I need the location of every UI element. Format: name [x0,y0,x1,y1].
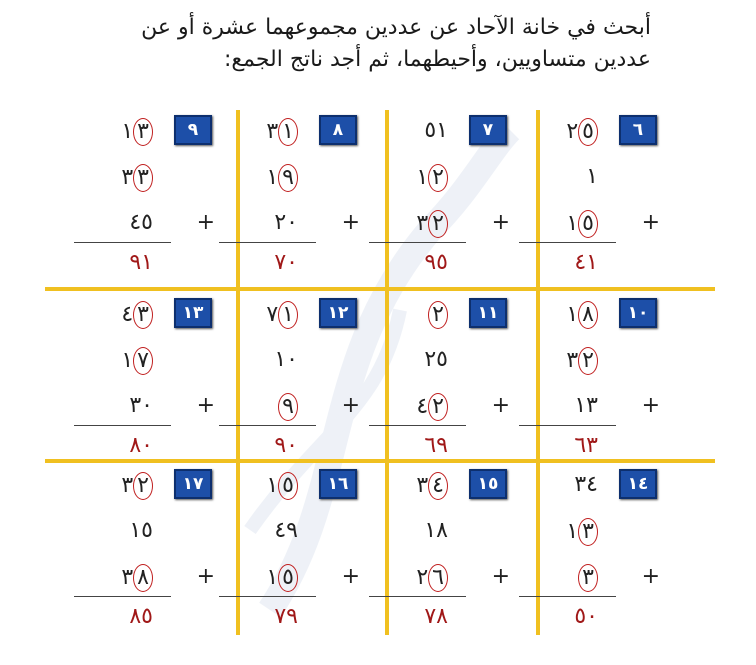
addend: ٢٠ [274,210,298,235]
plus-sign: + [341,393,360,418]
exercise-number-badge: ٨ [319,115,357,145]
plus-sign: + [196,210,215,235]
circled-ones-digit: ٧ [133,347,153,375]
addend: ٧ ١ [266,301,298,329]
exercise-cell [215,112,360,277]
addend: ١ ٥ [266,564,298,592]
exercise-cell [515,466,660,631]
plus-sign: + [491,393,510,418]
circled-ones-digit: ٢ [428,393,448,421]
exercise-number-badge: ٧ [469,115,507,145]
addend: ١ [586,164,598,189]
addend: ٤٩ [274,518,298,543]
addend: ٣ ٨ [121,564,153,592]
circled-ones-digit: ٨ [578,301,598,329]
circled-ones-digit: ٢ [428,210,448,238]
exercise-cell [365,295,510,460]
sum-line [519,596,616,597]
exercise-cell [215,466,360,631]
exercise-number-badge: ١٢ [319,298,357,328]
circled-ones-digit: ٣ [578,518,598,546]
exercise-cell [70,112,215,277]
addend: ٣ ٤ [416,472,448,500]
plus-sign: + [641,393,660,418]
exercise-cell [215,295,360,460]
plus-sign: + [641,564,660,589]
exercise-number-badge: ١٥ [469,469,507,499]
addend [278,393,298,421]
circled-ones-digit: ٣ [133,118,153,146]
sum-line [219,425,316,426]
exercise-number-badge: ١٧ [174,469,212,499]
plus-sign: + [491,210,510,235]
addend: ٣٤ [574,472,598,497]
circled-ones-digit: ٨ [133,564,153,592]
sum-result: ٥٠ [574,604,598,629]
exercise-number-badge: ٦ [619,115,657,145]
circled-ones-digit: ٢ [578,347,598,375]
addend: ٣ ٣ [121,164,153,192]
circled-ones-digit: ٤ [428,472,448,500]
circled-ones-digit: ٩ [278,393,298,421]
circled-ones-digit: ١ [278,301,298,329]
exercise-cell [365,466,510,631]
sum-line [219,596,316,597]
exercise-number-badge: ١٣ [174,298,212,328]
instruction-text: أبحث في خانة الآحاد عن عددين مجموعهما عشرة أو عن عددين متساويين، وأحيطهما، ثم أجد ناتج الجمع: [141,15,651,72]
sum-result: ٧٩ [274,604,298,629]
circled-ones-digit: ٥ [578,118,598,146]
addend: ١ ٧ [121,347,153,375]
addend: ١ ٢ [416,164,448,192]
exercise-cell [70,466,215,631]
addend: ٤٥ [129,210,153,235]
addend: ١٣ [574,393,598,418]
addend: ١٨ [424,518,448,543]
sum-line [369,242,466,243]
addend: ٤ ٢ [416,393,448,421]
exercise-cell [515,295,660,460]
exercise-number-badge: ٩ [174,115,212,145]
addend: ٢٥ [424,347,448,372]
exercise-number-badge: ١٠ [619,298,657,328]
addend: ١ ٣ [121,118,153,146]
exercise-number-badge: ١٤ [619,469,657,499]
circled-ones-digit: ٢ [428,301,448,329]
circled-ones-digit: ٥ [278,472,298,500]
plus-sign: + [491,564,510,589]
sum-line [74,425,171,426]
circled-ones-digit: ٣ [578,564,598,592]
sum-line [519,425,616,426]
circled-ones-digit: ٢ [428,164,448,192]
addend: ١ ٩ [266,164,298,192]
exercise-cell [515,112,660,277]
sum-line [74,596,171,597]
sum-line [519,242,616,243]
addend: ٢ ٥ [566,118,598,146]
addend: ١ ٥ [566,210,598,238]
circled-ones-digit: ٥ [278,564,298,592]
exercise-number-badge: ١١ [469,298,507,328]
sum-result: ٦٣ [574,433,598,458]
exercise-number-badge: ١٦ [319,469,357,499]
addend [578,564,598,592]
exercise-cell [70,295,215,460]
sum-result: ٩١ [129,250,153,275]
circled-ones-digit: ٦ [428,564,448,592]
sum-result: ٨٠ [129,433,153,458]
addend: ١ ٣ [566,518,598,546]
sum-result: ٦٩ [424,433,448,458]
addend: ٥١ [424,118,448,143]
addend: ٤ ٣ [121,301,153,329]
sum-line [74,242,171,243]
circled-ones-digit: ٢ [133,472,153,500]
addend: ١ ٨ [566,301,598,329]
circled-ones-digit: ٩ [278,164,298,192]
sum-result: ٩٥ [424,250,448,275]
addend: ٣ ٢ [121,472,153,500]
sum-result: ٧٠ [274,250,298,275]
circled-ones-digit: ٥ [578,210,598,238]
addend: ٣٠ [129,393,153,418]
addend: ٣ ٢ [416,210,448,238]
exercise-cell [365,112,510,277]
sum-line [369,596,466,597]
circled-ones-digit: ٣ [133,164,153,192]
grid-line [45,287,715,291]
addend: ١٠ [274,347,298,372]
circled-ones-digit: ٣ [133,301,153,329]
addend: ١٥ [129,518,153,543]
sum-result: ٧٨ [424,604,448,629]
addend [428,301,448,329]
sum-line [219,242,316,243]
addend: ٣ ١ [266,118,298,146]
sum-line [369,425,466,426]
plus-sign: + [196,564,215,589]
sum-result: ٩٠ [274,433,298,458]
addend: ١ ٥ [266,472,298,500]
plus-sign: + [196,393,215,418]
circled-ones-digit: ١ [278,118,298,146]
plus-sign: + [341,564,360,589]
addend: ٢ ٦ [416,564,448,592]
sum-result: ٤١ [574,250,598,275]
addend: ٣ ٢ [566,347,598,375]
plus-sign: + [341,210,360,235]
plus-sign: + [641,210,660,235]
sum-result: ٨٥ [129,604,153,629]
